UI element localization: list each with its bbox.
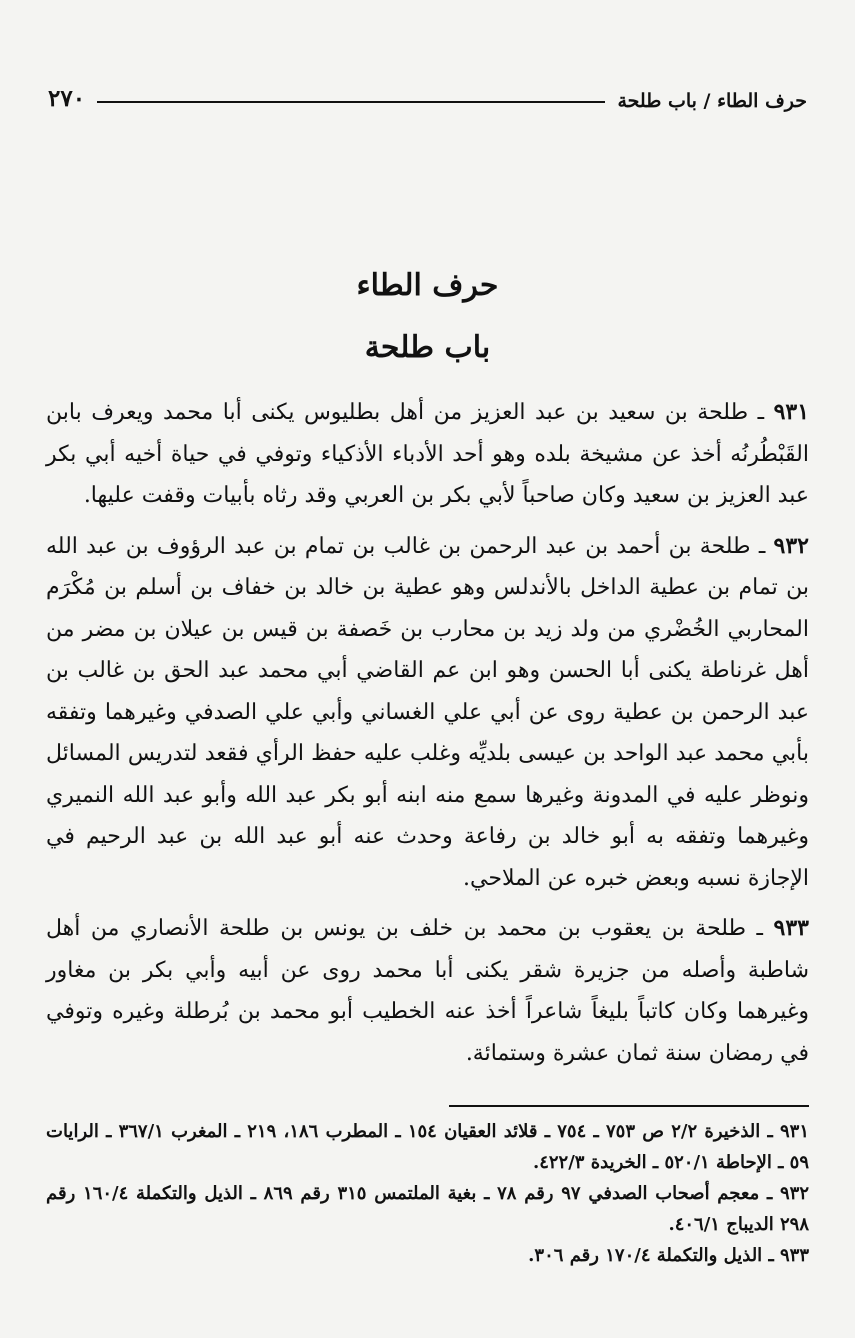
page-number: ٢٧٠ bbox=[48, 85, 86, 112]
entry-text: ـ طلحة بن سعيد بن عبد العزيز من أهل بطليوس يكنى أبا محمد ويعرف بابن القَبْطُرنُه أخذ عن مشيخة بلده وهو أحد الأدباء الأذكياء وتوفي في حياة أخيه أبي بكر عبد العزيز بن سعيد وكان صاحباً لأبي بكر بن العربي وقد رثاه بأبيات وقفت عليها. bbox=[46, 400, 809, 508]
entry-text: ـ طلحة بن أحمد بن عبد الرحمن بن غالب بن تمام بن عبد الرؤوف بن عبد الله بن تمام بن عطية الداخل بالأندلس وهو عطية بن خالد بن خفاف بن أسلم بن مُكْرَم المحاربي الخُضْري من ولد زيد بن محارب بن خَصفة بن قيس بن عيلان بن مضر من أهل غرناطة يكنى أبا الحسن وهو ابن عم القاضي أبي محمد عبد الحق بن غالب بن عبد الرحمن بن عطية روى عن أبي علي الغساني وأبي علي الصدفي وغيرهما وتفقه بأبي محمد عبد الواحد بن عيسى بلديِّه وغلب عليه حفظ الرأي فقعد لتدريس المسائل ونوظر عليه في المدونة وغيرها سمع منه ابنه أبو بكر عبد الله وأبو عبد الله النميري وغيرهما وتفقه به أبو خالد بن رفاعة وحدث عنه أبو عبد الله بن عبد الرحيم في الإجازة نسبه وبعض خبره عن الملاحي. bbox=[46, 533, 809, 891]
entry-number: ٩٣٢ bbox=[773, 532, 809, 559]
running-title: حرف الطاء / باب طلحة bbox=[617, 90, 807, 112]
entry-931 bbox=[46, 392, 809, 517]
letter-heading: حرف الطاء bbox=[356, 268, 499, 303]
page-header bbox=[48, 78, 807, 112]
footnote-932: ٩٣٢ ـ معجم أصحاب الصدفي ٩٧ رقم ٧٨ ـ بغية الملتمس ٣١٥ رقم ٨٦٩ ـ الذيل والتكملة ١٦٠/٤ رقم ٢٩٨ الديباج ٤٠٦/١. bbox=[46, 1183, 810, 1235]
entry-933 bbox=[46, 908, 809, 1074]
entry-number: ٩٣١ bbox=[773, 399, 810, 425]
entry-932 bbox=[46, 526, 809, 900]
footnote-933: ٩٣٣ ـ الذيل والتكملة ١٧٠/٤ رقم ٣٠٦. bbox=[528, 1245, 809, 1266]
entry-text: ـ طلحة بن يعقوب بن محمد بن خلف بن يونس بن طلحة الأنصاري من أهل شاطبة وأصله من جزيرة شقر يكنى أبا محمد روى عن أبيه وأبي بكر بن مغاور وغيرهما وكان كاتباً بليغاً شاعراً أخذ عنه الخطيب أبو محمد بن بُرطلة وغيره وتوفي في رمضان سنة ثمان عشرة وستمائة. bbox=[46, 916, 809, 1066]
entries-body bbox=[46, 392, 809, 1083]
footnotes bbox=[46, 1116, 809, 1271]
chapter-heading: باب طلحة bbox=[364, 330, 491, 365]
entry-number: ٩٣٣ bbox=[773, 915, 809, 941]
footnote-931: ٩٣١ ـ الذخيرة ٢/٢ ص ٧٥٣ ـ ٧٥٤ ـ قلائد العقيان ١٥٤ ـ المطرب ١٨٦، ٢١٩ ـ المغرب ٣٦٧/١ ـ الرايات ٥٩ ـ الإحاطة ٥٢٠/١ ـ الخريدة ٤٢٢/٣. bbox=[46, 1121, 810, 1173]
header-rule bbox=[97, 101, 605, 103]
footnote-rule bbox=[449, 1105, 809, 1107]
